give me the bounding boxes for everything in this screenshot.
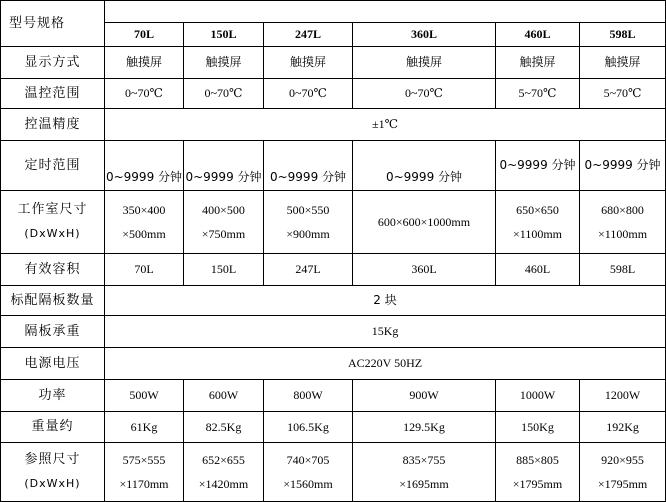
outer-size-line-2: ×1795mm xyxy=(597,477,648,491)
accuracy-label: 控温精度 xyxy=(1,109,105,141)
chamber-size-label xyxy=(1,191,105,254)
outer-size-line-1: 652×655 xyxy=(202,453,245,467)
temp-range-value: 0~70℃ xyxy=(264,79,353,109)
volume-label: 有效容积 xyxy=(1,254,105,286)
outer-size-line-2: ×1795mm xyxy=(512,477,563,491)
volume-value: 360L xyxy=(353,254,496,286)
outer-size-label xyxy=(1,443,105,502)
chamber-size-value: 600×600×1000mm xyxy=(353,191,496,254)
chamber-size-value xyxy=(264,191,353,254)
outer-size-row xyxy=(1,443,666,502)
chamber-size-title: 工作室尺寸 xyxy=(17,202,88,217)
weight-row xyxy=(1,412,666,443)
chamber-size-value xyxy=(580,191,666,254)
volume-value: 150L xyxy=(184,254,264,286)
chamber-size-line-2: ×750mm xyxy=(201,227,246,241)
chamber-size-value xyxy=(184,191,264,254)
model-header: 598L xyxy=(580,23,666,47)
voltage-value: AC220V 50HZ xyxy=(105,348,666,380)
outer-size-value xyxy=(264,443,353,502)
timer-value: 0~9999 分钟 xyxy=(353,141,496,191)
timer-label: 定时范围 xyxy=(1,141,105,191)
shelf-load-label: 隔板承重 xyxy=(1,316,105,348)
display-row xyxy=(1,47,666,79)
display-value: 触摸屏 xyxy=(264,47,353,79)
display-value: 触摸屏 xyxy=(353,47,496,79)
outer-size-value xyxy=(580,443,666,502)
shelf-load-value: 15Kg xyxy=(105,316,666,348)
temp-range-value: 5~70℃ xyxy=(580,79,666,109)
weight-label: 重量约 xyxy=(1,412,105,443)
shelves-value: 2 块 xyxy=(105,286,666,316)
timer-value: 0~9999 分钟 xyxy=(184,141,264,191)
display-value: 触摸屏 xyxy=(580,47,666,79)
timer-value: 0~9999 分钟 xyxy=(105,141,184,191)
power-value: 800W xyxy=(264,380,353,412)
outer-size-line-2: ×1170mm xyxy=(119,477,169,491)
temp-range-value: 0~70℃ xyxy=(353,79,496,109)
chamber-size-value xyxy=(496,191,580,254)
outer-size-value xyxy=(184,443,264,502)
outer-size-line-1: 920×955 xyxy=(601,453,644,467)
shelf-load-row xyxy=(1,316,666,348)
volume-value: 598L xyxy=(580,254,666,286)
chamber-size-line-1: 350×400 xyxy=(122,203,166,217)
timer-value: 0~9999 分钟 xyxy=(264,141,353,191)
temp-range-value: 0~70℃ xyxy=(105,79,184,109)
shelves-row xyxy=(1,286,666,316)
voltage-row xyxy=(1,348,666,380)
chamber-size-value xyxy=(105,191,184,254)
accuracy-row xyxy=(1,109,666,141)
chamber-size-line-2: ×900mm xyxy=(286,227,330,241)
outer-size-value xyxy=(496,443,580,502)
display-value: 触摸屏 xyxy=(496,47,580,79)
weight-value: 106.5Kg xyxy=(264,412,353,443)
chamber-size-row xyxy=(1,191,666,254)
chamber-size-line-1: 680×800 xyxy=(601,203,644,217)
weight-value: 192Kg xyxy=(580,412,666,443)
chamber-size-line-1: 650×650 xyxy=(516,203,559,217)
accuracy-value: ±1℃ xyxy=(105,109,666,141)
outer-size-line-1: 740×705 xyxy=(286,453,330,467)
weight-value: 150Kg xyxy=(496,412,580,443)
volume-value: 70L xyxy=(105,254,184,286)
model-header: 460L xyxy=(496,23,580,47)
display-label: 显示方式 xyxy=(1,47,105,79)
outer-size-value xyxy=(105,443,184,502)
weight-value: 129.5Kg xyxy=(353,412,496,443)
outer-size-line-1: 575×555 xyxy=(122,453,166,467)
weight-value: 82.5Kg xyxy=(184,412,264,443)
voltage-label: 电源电压 xyxy=(1,348,105,380)
power-value: 600W xyxy=(184,380,264,412)
model-header: 360L xyxy=(353,23,496,47)
power-row xyxy=(1,380,666,412)
power-value: 1200W xyxy=(580,380,666,412)
outer-size-title: 参照尺寸 xyxy=(24,452,81,467)
display-value: 触摸屏 xyxy=(184,47,264,79)
temp-range-row xyxy=(1,79,666,109)
temp-range-value: 0~70℃ xyxy=(184,79,264,109)
outer-size-line-1: 885×805 xyxy=(516,453,559,467)
model-header: 150L xyxy=(184,23,264,47)
temp-range-label: 温控范围 xyxy=(1,79,105,109)
chamber-size-line-1: 500×550 xyxy=(286,203,330,217)
power-value: 900W xyxy=(353,380,496,412)
volume-row xyxy=(1,254,666,286)
model-header: 247L xyxy=(264,23,353,47)
outer-size-line-2: ×1560mm xyxy=(283,477,333,491)
chamber-size-line-1: 400×500 xyxy=(202,203,245,217)
timer-value: 0~9999 分钟 xyxy=(580,141,666,191)
chamber-size-line-2: ×500mm xyxy=(122,227,166,241)
display-value: 触摸屏 xyxy=(105,47,184,79)
outer-size-value xyxy=(353,443,496,502)
outer-size-line-2: ×1695mm xyxy=(399,477,449,491)
title-blank-cell xyxy=(105,1,666,23)
chamber-size-sublabel: (DxWxH) xyxy=(24,227,81,240)
shelves-label: 标配隔板数量 xyxy=(1,286,105,316)
model-header: 70L xyxy=(105,23,184,47)
title-row xyxy=(1,1,666,23)
power-value: 500W xyxy=(105,380,184,412)
weight-value: 61Kg xyxy=(105,412,184,443)
volume-value: 460L xyxy=(496,254,580,286)
chamber-size-line-2: ×1100mm xyxy=(598,227,648,241)
outer-size-sublabel: (DxWxH) xyxy=(24,477,81,490)
volume-value: 247L xyxy=(264,254,353,286)
power-label: 功率 xyxy=(1,380,105,412)
timer-value: 0~9999 分钟 xyxy=(496,141,580,191)
outer-size-line-2: ×1420mm xyxy=(198,477,249,491)
outer-size-line-1: 835×755 xyxy=(402,453,446,467)
chamber-size-line-2: ×1100mm xyxy=(513,227,562,241)
power-value: 1000W xyxy=(496,380,580,412)
timer-row xyxy=(1,141,666,191)
spec-title: 型号规格 xyxy=(1,1,105,47)
temp-range-value: 5~70℃ xyxy=(496,79,580,109)
